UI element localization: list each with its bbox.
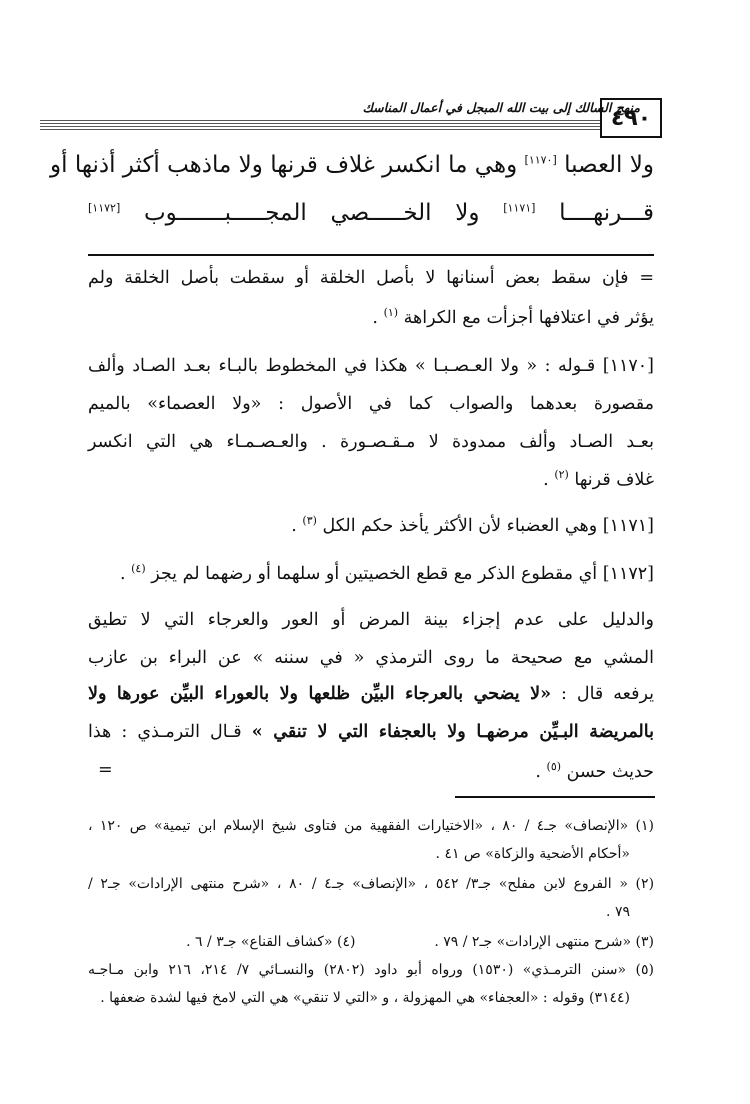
footnote-line: (٣١٤٤) وقوله : «العجفاء» هي المهزولة ، و «التي لا تنقي» هي التي لامخ فيها لشدة ضعفها . bbox=[100, 990, 630, 1006]
hadith-text: «لا يضحي بالعرجاء البيِّن ظلعها ولا بالعوراء البيِّن عورها ولا bbox=[88, 684, 552, 704]
continuation-mark: = bbox=[98, 760, 113, 780]
running-title: منهج السالك إلى بيت الله المبجل في أعمال المناسك bbox=[362, 100, 640, 115]
sharh-line: بالمريضة البـيِّن مرضهـا ولا بالعجفاء التي لا تنقي » قـال الترمـذي : هذا bbox=[88, 722, 654, 742]
footnote-line: «أحكام الأضحية والزكاة» ص ٤١ . bbox=[435, 846, 630, 862]
matn-ref: [١١٧٢] bbox=[88, 201, 121, 215]
sharh-line: يؤثر في اعتلافها أجزأت مع الكراهة $^{(١)}$ . bbox=[372, 306, 654, 328]
matn-divider bbox=[88, 254, 654, 256]
matn-ref: [١١٧٠] bbox=[524, 153, 557, 167]
header-rule bbox=[40, 120, 600, 132]
sharh-line: حديث حسن $^{(٥)}$ . = bbox=[98, 760, 654, 782]
footnote-line: (١) «الإنصاف» جـ٤ / ٨٠ ، «الاختيارات الفقهية من فتاوى شيخ الإسلام ابن تيمية» ص ١٢٠ ، bbox=[88, 818, 654, 834]
footnote-line: (٢) « الفروع لابن مفلح» جـ٣/ ٥٤٢ ، «الإنصاف» جـ٤ / ٨٠ ، «شرح منتهى الإرادات» جـ٢ / bbox=[88, 876, 655, 892]
hadith-text: بالمريضة البـيِّن مرضهـا ولا بالعجفاء التي لا تنقي » bbox=[251, 722, 654, 742]
sharh-line: [١١٧٠] قـوله : « ولا العـصـبـا » هكذا في المخطوط بالبـاء بعـد الصـاد وألف bbox=[88, 356, 654, 376]
matn-line-2: قـــرنهــــا [١١٧١] ولا الخـــــصي المجـــــبـــــــوب [١١٧٢] bbox=[88, 200, 655, 226]
sharh-line: = فإن سقط بعض أسنانها لا بأصل الخلقة أو سقطت بأصل الخلقة ولم bbox=[88, 268, 654, 288]
footnote-ref: (٢) bbox=[554, 468, 569, 481]
footnote-line: (٣) «شرح منتهى الإرادات» جـ٢ / ٧٩ . (٤) «كشاف القناع» جـ٣ / ٦ . bbox=[186, 934, 654, 950]
footnote-ref: (١) bbox=[383, 306, 399, 319]
sharh-line: مقصورة بعدهما والصواب كما في الأصول : «ولا العصماء» بالميم bbox=[88, 394, 654, 414]
matn-ref: [١١٧١] bbox=[503, 201, 536, 215]
matn-line-1: ولا العصبا [١١٧٠] وهي ما انكسر غلاف قرنها ولا ماذهب أكثر أذنها أو bbox=[50, 152, 654, 178]
footnote-ref: (٥) bbox=[546, 760, 562, 773]
footnote-divider bbox=[455, 796, 655, 798]
footnote-line: ٧٩ . bbox=[606, 904, 630, 920]
sharh-line: المشي مع صحيحة ما روى الترمذي « في سننه » عن البراء بن عازب bbox=[88, 648, 654, 668]
footnote-ref: (٣) bbox=[302, 514, 317, 527]
footnote-line: (٥) «سنن الترمـذي» (١٥٣٠) ورواه أبو داود (٢٨٠٢) والنسـائي ٧/ ٢١٤، ٢١٦ وابن مـاجـه bbox=[88, 962, 654, 978]
sharh-line: [١١٧١] وهي العضباء لأن الأكثر يأخذ حكم الكل $^{(٣)}$ . bbox=[291, 514, 654, 536]
footnote-ref: (٤) bbox=[131, 562, 146, 575]
sharh-line: بعـد الصـاد وألف ممدودة لا مـقـصـورة . والعـصـمـاء هي التي انكسر bbox=[88, 432, 654, 452]
sharh-line: [١١٧٢] أي مقطوع الذكر مع قطع الخصيتين أو سلهما أو رضهما لم يجز $^{(٤)}$ . bbox=[119, 562, 654, 584]
sharh-line: غلاف قرنها $^{(٢)}$ . bbox=[543, 468, 654, 490]
sharh-line: والدليل على عدم إجزاء بينة المرض أو العور والعرجاء التي لا تطيق bbox=[88, 610, 654, 630]
page-number: ٤٩٠ bbox=[600, 98, 662, 138]
sharh-line: يرفعه قال : «لا يضحي بالعرجاء البيِّن ظلعها ولا بالعوراء البيِّن عورها ولا bbox=[88, 684, 654, 704]
